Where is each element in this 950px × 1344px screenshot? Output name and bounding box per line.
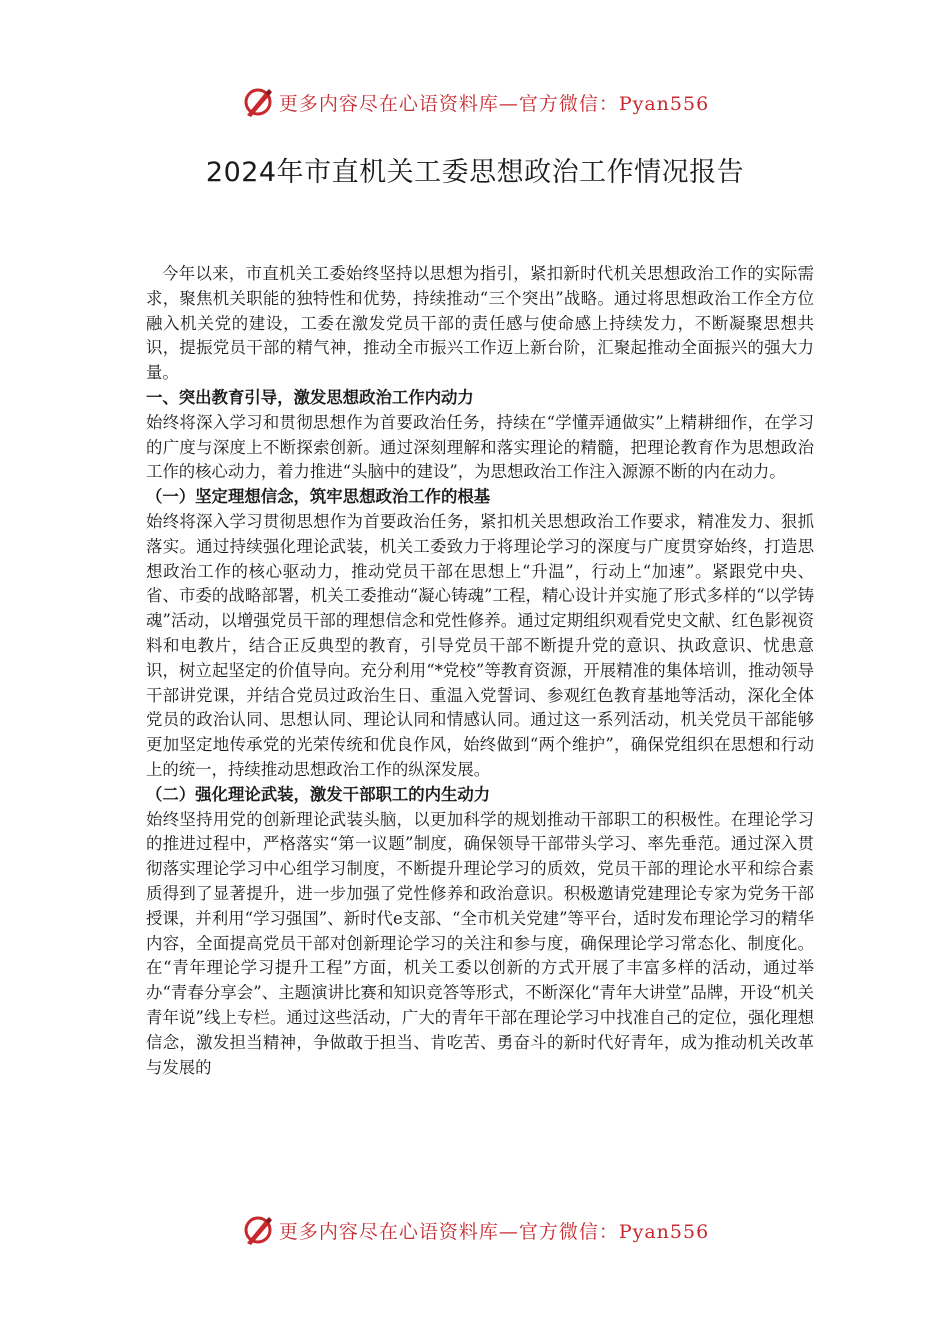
watermark-banner-top [0, 82, 950, 122]
pen-logo-icon [241, 1213, 275, 1247]
section-heading-1: 一、突出教育引导，激发思想政治工作内动力 [146, 387, 474, 407]
pen-logo-icon [241, 85, 275, 119]
document-body [146, 262, 814, 1080]
section-paragraph-1: 始终将深入学习和贯彻思想作为首要政治任务，持续在“学懂弄通做实”上精耕细作，在学习的广度与深度上不断探索创新。通过深刻理解和落实理论的精髓，把理论教育作为思想政治工作的核心动力，着力推进“头脑中的建设”，为思想政治工作注入源源不断的内在动力。 [146, 412, 814, 482]
subsection-paragraph-1: 始终将深入学习贯彻思想作为首要政治任务，紧扣机关思想政治工作要求，精准发力、狠抓落实。通过持续强化理论武装，机关工委致力于将理论学习的深度与广度贯穿始终，打造思想政治工作的核心驱动力，推动党员干部在思想上“升温”，行动上“加速”。紧跟党中央、省、市委的战略部署，机关工委推动“凝心铸魂”工程，精心设计并实施了形式多样的“以学铸魂”活动，以增强党员干部的理想信念和党性修养。通过定期组织观看党史文献、红色影视资料和电教片，结合正反典型的教育，引导党员干部不断提升党的意识、执政意识、忧患意识，树立起坚定的价值导向。充分利用“*党校”等教育资源，开展精准的集体培训，推动领导干部讲党课，并结合党员过政治生日、重温入党誓词、参观红色教育基地等活动，深化全体党员的政治认同、思想认同、理论认同和情感认同。通过这一系列活动，机关党员干部能够更加坚定地传承党的光荣传统和优良作风，始终做到“两个维护”，确保党组织在思想和行动上的统一，持续推动思想政治工作的纵深发展。 [146, 511, 814, 779]
intro-paragraph: 今年以来，市直机关工委始终坚持以思想为指引，紧扣新时代机关思想政治工作的实际需求，聚焦机关职能的独特性和优势，持续推动“三个突出”战略。通过将思想政治工作全方位融入机关党的建设，工委在激发党员干部的责任感与使命感上持续发力，不断凝聚思想共识，提振党员干部的精气神，推动全市振兴工作迈上新台阶，汇聚起推动全面振兴的强大力量。 [146, 264, 814, 383]
subsection-heading-2: （二）强化理论武装，激发干部职工的内生动力 [146, 784, 491, 804]
subsection-paragraph-2: 始终坚持用党的创新理论武装头脑，以更加科学的规划推动干部职工的积极性。在理论学习的推进过程中，严格落实“第一议题”制度，确保领导干部带头学习、率先垂范。通过深入贯彻落实理论学习中心组学习制度，不断提升理论学习的质效，党员干部的理论水平和综合素质得到了显著提升，进一步加强了党性修养和政治意识。积极邀请党建理论专家为党务干部授课，并利用“学习强国”、新时代e支部、“全市机关党建”等平台，适时发布理论学习的精华内容，全面提高党员干部对创新理论学习的关注和参与度，确保理论学习常态化、制度化。在“青年理论学习提升工程”方面，机关工委以创新的方式开展了丰富多样的活动，通过举办“青春分享会”、主题演讲比赛和知识竞答等形式，不断深化“青年大讲堂”品牌，开设“机关青年说”线上专栏。通过这些活动，广大的青年干部在理论学习中找准自己的定位，强化理想信念，激发担当精神，争做敢于担当、肯吃苦、勇奋斗的新时代好青年，成为推动机关改革与发展的 [146, 809, 814, 1077]
banner-text: 更多内容尽在心语资料库—官方微信：Pyan556 [278, 1220, 710, 1243]
document-title: 2024年市直机关工委思想政治工作情况报告 [205, 157, 745, 188]
banner-text: 更多内容尽在心语资料库—官方微信：Pyan556 [278, 92, 710, 115]
subsection-heading-1: （一）坚定理想信念，筑牢思想政治工作的根基 [146, 487, 491, 507]
watermark-banner-bottom [0, 1210, 950, 1250]
